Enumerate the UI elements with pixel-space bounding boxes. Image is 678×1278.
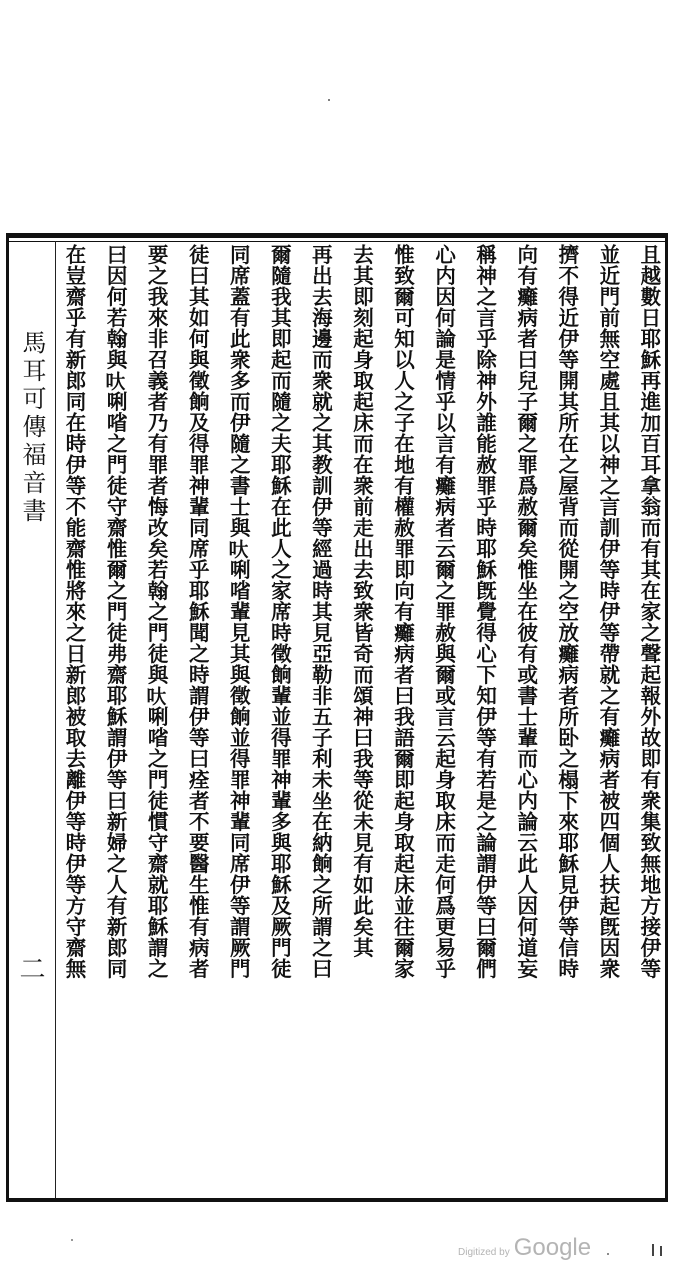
margin-book-title: 馬耳可傳福音書 [18,330,46,526]
page-number: 二 [15,955,45,981]
speck [660,1246,662,1256]
google-logo: Google [513,1234,592,1261]
text-column-9: 再出去海邊而衆就之其教訓伊等經過時其見亞勒非五子利未坐在納餉之所謂之曰 [308,244,333,979]
text-column-3: 擠不得近伊等開其所在之屋背而從開之空放癱病者所卧之榻下來耶穌見伊等信時 [554,244,579,979]
text-column-2: 並近門前無空處且其以神之言訓伊等時伊等帶就之有癱病者被四個人扶起旣因衆 [595,244,620,979]
text-column-15: 在豈齋乎有新郎同在時伊等不能齋惟將來之日新郎被取去離伊等時伊等方守齋無 [62,244,86,979]
speck [328,99,330,101]
text-column-8: 去其即刻起身取起床而在衆前走出去致衆皆奇而頌神曰我等從未見有如此矣其 [349,244,374,958]
text-column-14: 曰因何若翰與𠯈唎㗂之門徒守齋惟爾之門徒弗齋耶穌謂伊等曰新婦之人有新郎同 [103,244,128,979]
text-column-11: 同席蓋有此衆多而伊隨之書士與𠯈唎㗂輩見其與徵餉並得罪神輩同席伊等謂厥門 [226,244,251,979]
speck [652,1244,654,1256]
text-column-6: 心内因何論是情乎以言有癱病者云爾之罪赦與爾或言云起身取床而走何爲更易乎 [431,244,456,979]
text-column-7: 惟致爾可知以人之子在地有權赦罪即向有癱病者曰我語爾即起身取起床並往爾家 [390,244,415,979]
text-column-5: 稱神之言乎除神外誰能赦罪乎時耶穌旣覺得心下知伊等有若是之論謂伊等曰爾們 [472,244,497,979]
speck [607,1253,609,1255]
text-column-10: 爾隨我其即起而隨之夫耶穌在此人之家席時徵餉輩並得罪神輩多與耶穌及厥門徒 [267,244,292,979]
text-column-4: 向有癱病者曰兒子爾之罪爲赦爾矣惟坐在彼有或書士輩而心内論云此人因何道妄 [513,244,538,979]
digitized-watermark [458,1234,591,1264]
watermark-prefix: Digitized by [458,1247,510,1258]
text-column-1: 且越數日耶穌再進加百耳拿翁而有其在家之聲起報外故即有衆集致無地方接伊等 [636,244,661,979]
text-column-12: 徒曰其如何與徵餉及得罪神輩同席乎耶穌聞之時謂伊等曰痊者不要醫生惟有病者 [185,244,210,979]
speck [71,1239,73,1241]
text-column-13: 要之我來非召義者乃有罪者悔改矣若翰之門徒與𠯈唎㗂之門徒慣守齋就耶穌謂之 [144,244,169,979]
